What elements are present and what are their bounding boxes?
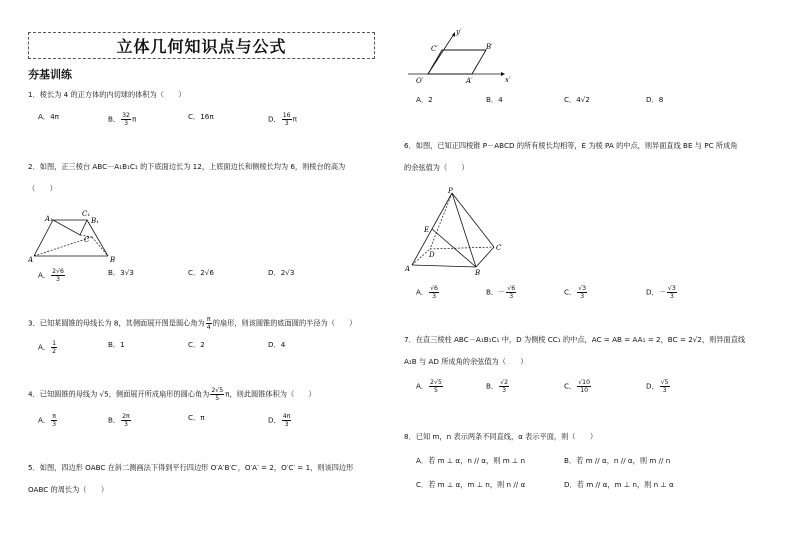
question-2 [28,162,388,292]
q4-option-d: D． $\frac{4\pi}{3}$ [268,413,291,428]
q8-option-c: C．若 m ⊥ α，m ⊥ n，则 n // α [416,480,526,489]
label-c1: C₁ [82,210,91,218]
label-o-prime: O′ [416,77,424,85]
q5-option-c: C．4√2 [564,95,590,104]
q1-option-b: B． $\frac{32}{3}$ π [108,112,137,127]
q1-option-d: D． $\frac{16}{3}$ π [268,112,297,127]
pyramid-figure [404,187,514,279]
q4-option-c: C．π [188,413,205,422]
question-8-options-row1 [416,456,776,466]
question-8-options-row2 [416,480,776,490]
label-a: A [28,256,34,262]
q3-option-c: C．2 [188,340,205,349]
question-5-options [416,95,776,109]
q2-option-a: A． $\frac{2√6}{3}$ [38,268,64,283]
q7-option-d: D． $\frac{√5}{3}$ [646,379,669,394]
label-d: D [429,251,435,259]
section-heading: 夯基训练 [28,68,72,81]
q2-option-d: D．2√3 [268,268,295,277]
q6-option-c: C． $\frac{√3}{3}$ [564,285,587,300]
question-3 [28,316,388,360]
question-2-options [28,268,388,282]
q4-option-a: A． $\frac{\pi}{3}$ [38,413,57,428]
page-title: 立体几何知识点与公式 [116,37,287,56]
label-c: C [84,236,90,244]
label-c-prime: C′ [431,45,438,53]
question-8: 8．已知 m，n 表示两条不同直线，α 表示平面，则（ ） A．若 m ⊥ α，n // α，则 m ⊥ n B．若 m // α，n // α，则 m // n C．若 m ⊥ α，m ⊥ n，则 n // α D．若 m // α，m ⊥ n，则 n ⊥ α [404,432,784,492]
q7-option-c: C． $\frac{√10}{10}$ [564,379,591,394]
question-6-options [416,285,776,301]
oblique-parallelogram-figure [404,26,514,86]
question-7-options [416,379,776,397]
label-y-axis: y′ [456,28,462,36]
label-a: A [405,265,411,273]
label-b1: B₁ [91,217,99,225]
q6-option-a: A． $\frac{√6}{3}$ [416,285,438,300]
label-b: B [110,256,116,262]
q5-option-d: D．8 [646,95,664,104]
q3-option-d: D．4 [268,340,286,349]
label-a1: A₁ [45,215,53,223]
question-1-stem: 1．棱长为 4 的正方体的内切球的体积为（ ） [28,90,186,99]
question-3-options [28,340,388,354]
q5-option-a: A．2 [416,95,433,104]
label-b-prime: B′ [486,43,493,51]
q3-option-b: B．1 [108,340,125,349]
q8-option-d: D．若 m // α，m ⊥ n，则 n ⊥ α [564,480,674,489]
question-1 [28,90,388,130]
q4-option-b: B． $\frac{2\pi}{3}$ [108,413,130,428]
q8-option-a: A．若 m ⊥ α，n // α，则 m ⊥ n [416,456,526,465]
question-1-options [28,112,388,126]
q1-option-c: C．16π [188,112,214,121]
q7-option-b: B． $\frac{√2}{3}$ [486,379,509,394]
q7-option-a: A． $\frac{2√5}{5}$ [416,379,442,394]
frustum-figure [28,206,118,262]
label-a-prime: A′ [466,77,473,85]
question-2-stem: 2．如图，正三棱台 ABC－A₁B₁C₁ 的下底面边长为 12，上底面边长和侧棱长均为 6，则棱台的高为 [28,162,346,171]
question-7: 7．在直三棱柱 ABC－A₁B₁C₁ 中，D 为侧棱 CC₁ 的中点，AC = AB = AA₁ = 2，BC = 2√2，则异面直线 A₁B 与 AD 所成角的余弦值为（ ） A． $\frac{2√5}{5}$ B． $\frac{√2}{3}$ C． $\frac{√10}{10}$ D． $\frac{√5}{3}$ [404,335,784,401]
question-2-paren: （ ） [28,184,57,193]
question-4-stem: 4．已知圆锥的母线为 √5，侧面展开所成扇形的圆心角为 $\frac{2√5}{5}$ π，则此圆锥体积为（ ） [28,387,316,402]
label-p: P [448,187,453,195]
q6-option-d: D．－ $\frac{√3}{3}$ [646,285,676,300]
label-x-axis: x′ [505,76,511,84]
q1-option-a: A．4π [38,112,60,121]
q2-option-c: C．2√6 [188,268,214,277]
label-c: C [496,244,502,252]
label-b: B [475,269,481,277]
question-5-stem: 5．如图，四边形 OABC 在斜二测画法下得到平行四边形 O′A′B′C′，O′A′ = 2，O′C′ = 1，则该四边形 OABC 的周长为（ ） [28,463,354,494]
question-6: 6．如图，已知正四棱锥 P－ABCD 的所有棱长均相等，E 为棱 PA 的中点，则异面直线 BE 与 PC 所成角 的余弦值为（ ） P E D A B C A． $\frac{√6}{3}$ B．－ $\frac{√6}{3}$ C． $\frac{√3}{3}$ D．－ $\frac{√3}{3}$ [404,141,784,306]
question-3-stem: 3．已知某圆锥的母线长为 8，其侧面展开图是圆心角为 $\frac{\pi}{4}$ 的扇形，则该圆锥的底面圆的半径为（ ） [28,316,357,331]
q6-option-b: B．－ $\frac{√6}{3}$ [486,285,516,300]
question-4 [28,387,388,433]
q8-option-b: B．若 m // α，n // α，则 m // n [564,456,671,465]
q5-option-b: B．4 [486,95,503,104]
label-e: E [424,226,430,234]
q3-option-a: A． $\frac{1}{2}$ [38,340,57,355]
q2-option-b: B．3√3 [108,268,134,277]
question-4-options [28,413,388,427]
title-box [28,32,375,59]
